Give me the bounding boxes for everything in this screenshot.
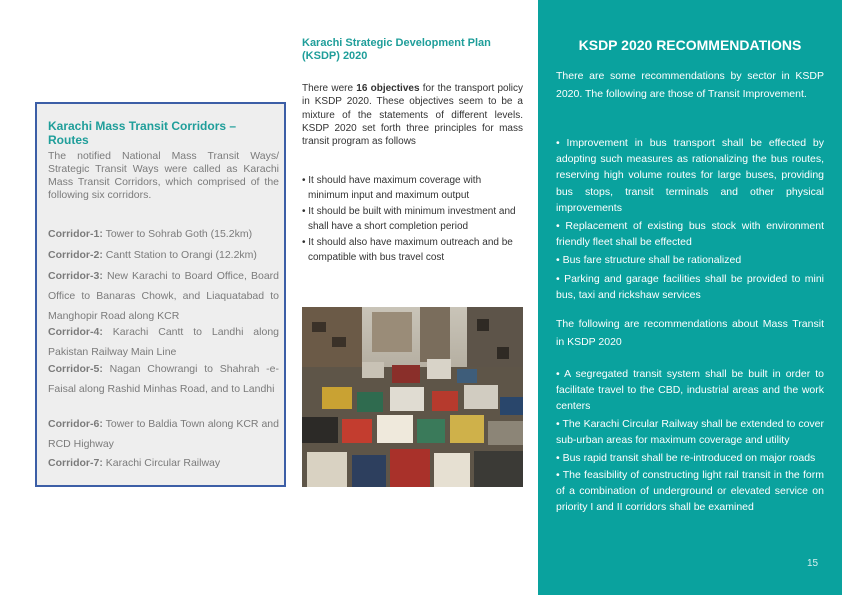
list-item: • It should also have maximum outreach and be compatible with bus travel cost	[302, 236, 513, 264]
recommendations-panel	[538, 0, 842, 595]
transit-recommendations	[556, 135, 824, 305]
principles-list	[302, 173, 523, 265]
list-item: • Bus fare structure shall be rationalized	[556, 254, 742, 267]
corridor-item: Corridor-4: Karachi Cantt to Landhi along Pakistan Railway Main Line	[48, 326, 279, 358]
corridors-box-title: Karachi Mass Transit Corridors – Routes	[48, 119, 237, 147]
page-number: 15	[807, 558, 819, 569]
corridor-item: Corridor-2: Cantt Station to Orangi (12.2km)	[48, 249, 257, 261]
corridors-box	[35, 102, 286, 487]
panel-title: KSDP 2020 RECOMMENDATIONS	[578, 37, 802, 53]
corridor-item: Corridor-6: Tower to Baldia Town along KCR and RCD Highway	[48, 418, 279, 450]
corridors-intro: The notified National Mass Transit Ways/ Strategic Transit Ways were called as Karachi Mass Transit Corridors, which comprised of the following six corridors.	[48, 150, 279, 201]
list-item: • Replacement of existing bus stock with environment friendly fleet shall be effected	[556, 220, 824, 249]
traffic-photo	[302, 307, 523, 487]
corridor-item: Corridor-5: Nagan Chowrangi to Shahrah -e-Faisal along Rashid Minhas Road, and to Landhi	[48, 363, 279, 395]
ksdp-objectives-paragraph: There were 16 objectives for the transport policy in KSDP 2020. These objectives seem to be a mixture of the statements of different levels. KSDP 2020 set forth three principles for mass transit program as follows	[302, 83, 524, 148]
list-item: • It should have maximum coverage with minimum input and maximum output	[302, 175, 482, 202]
ksdp-section-title: Karachi Strategic Development Plan (KSDP) 2020	[302, 37, 491, 62]
list-item: • It should be built with minimum investment and shall have a short completion period	[302, 205, 516, 233]
corridor-item: Corridor-1: Tower to Sohrab Goth (15.2km)	[48, 228, 253, 240]
panel-intro: There are some recommendations by sector in KSDP 2020. The following are those of Transit Improvement.	[556, 70, 824, 100]
list-item: • The feasibility of constructing light rail transit in the form of a combination of underground or elevated service on priority I and II corridors shall be examined	[556, 469, 824, 514]
list-item: • Improvement in bus transport shall be effected by adopting such measures as rationalizing the bus routes, reserving high volume routes for large buses, providing bus stops, transit terminals and other physical improvements	[556, 137, 824, 214]
mass-transit-recommendations	[556, 367, 824, 518]
mass-transit-intro: The following are recommendations about Mass Transit in KSDP 2020	[556, 318, 824, 348]
list-item: • Parking and garage facilities shall be provided to mini bus, taxi and rickshaw services	[556, 272, 824, 301]
corridor-item: Corridor-3: New Karachi to Board Office, Board Office to Banaras Chowk, and Liaquatabad to Manghopir Road along KCR	[48, 270, 280, 322]
list-item: • A segregated transit system shall be built in order to facilitate travel to the CBD, industrial areas and the work centers	[556, 368, 824, 412]
corridor-item: Corridor-7: Karachi Circular Railway	[48, 457, 221, 469]
list-item: • The Karachi Circular Railway shall be extended to cover sub-urban areas for maximum coverage and utility	[556, 417, 824, 446]
list-item: • Bus rapid transit shall be re-introduced on major roads	[556, 451, 816, 464]
